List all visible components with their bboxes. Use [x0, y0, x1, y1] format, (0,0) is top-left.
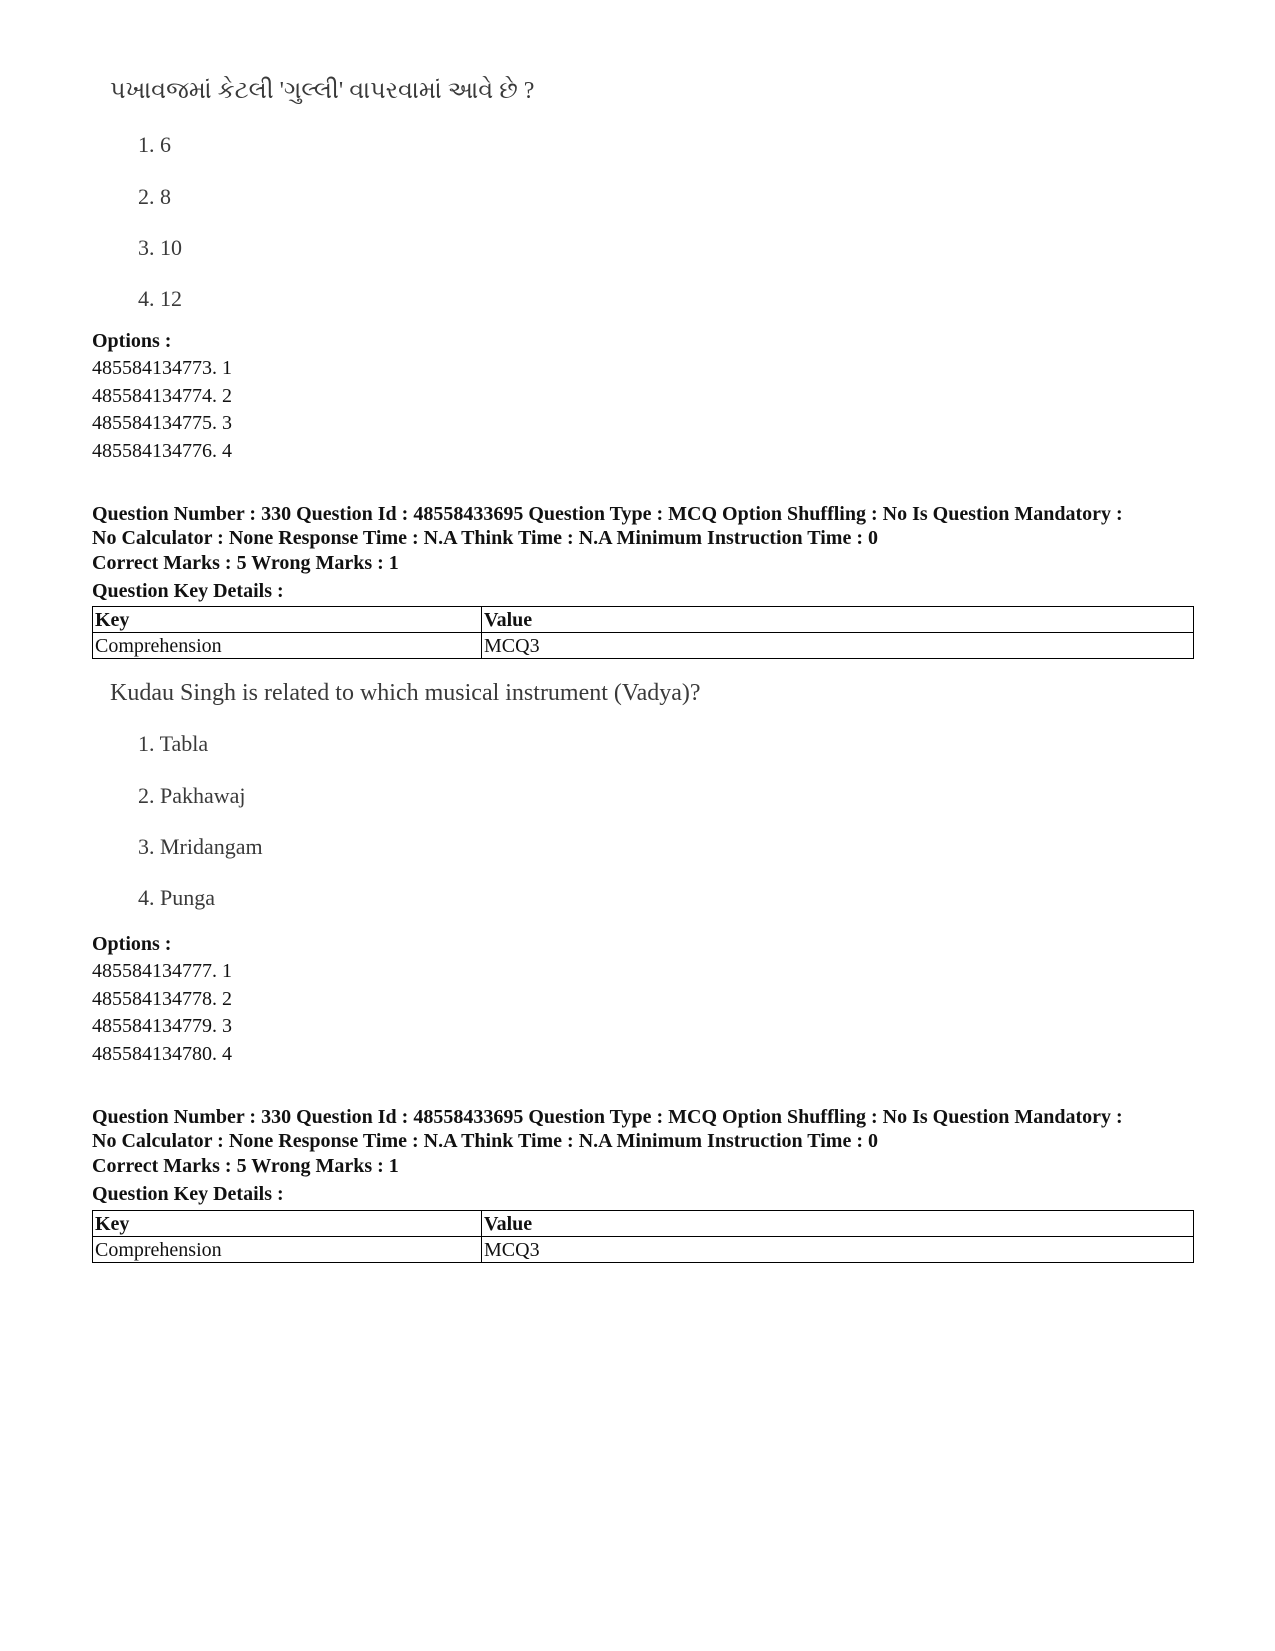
key-details-label: Question Key Details : [92, 580, 284, 602]
option-item: 485584134780. 4 [92, 1043, 232, 1065]
question-choice: 1. Tabla [138, 731, 209, 756]
key-details-table [92, 606, 1194, 659]
question-meta-line: Question Number : 330 Question Id : 48558433695 Question Type : MCQ Option Shuffling : No Is Question Mandatory : [92, 1106, 1123, 1128]
question-choice: 1. 6 [138, 132, 171, 157]
question-meta-line: No Calculator : None Response Time : N.A Think Time : N.A Minimum Instruction Time : 0 [92, 1130, 878, 1152]
table-header-cell: Key [93, 1211, 482, 1237]
option-item: 485584134775. 3 [92, 412, 232, 434]
question-text: પખાવજમાં કેટલી 'ગુલ્લી' વાપરવામાં આવે છે ? [110, 78, 535, 104]
key-details-table [92, 1210, 1194, 1263]
table-header-row [93, 607, 1194, 633]
option-item: 485584134777. 1 [92, 960, 232, 982]
question-choice: 2. Pakhawaj [138, 783, 246, 808]
question-meta-line: Question Number : 330 Question Id : 48558433695 Question Type : MCQ Option Shuffling : No Is Question Mandatory : [92, 503, 1123, 525]
table-header-cell: Key [93, 607, 482, 633]
table-header-cell: Value [482, 1211, 1194, 1237]
option-item: 485584134778. 2 [92, 988, 232, 1010]
options-label: Options : [92, 330, 172, 352]
table-header-cell: Value [482, 607, 1194, 633]
question-choice: 2. 8 [138, 184, 171, 209]
table-row [93, 633, 1194, 659]
table-cell: MCQ3 [482, 1237, 1194, 1263]
question-choice: 4. 12 [138, 286, 182, 311]
option-item: 485584134774. 2 [92, 385, 232, 407]
question-meta [92, 502, 1212, 550]
marks-line: Correct Marks : 5 Wrong Marks : 1 [92, 552, 399, 574]
table-row [93, 1237, 1194, 1263]
table-header-row [93, 1211, 1194, 1237]
question-meta [92, 1105, 1212, 1153]
question-choice: 3. 10 [138, 235, 182, 260]
question-text: Kudau Singh is related to which musical instrument (Vadya)? [110, 680, 701, 706]
option-item: 485584134776. 4 [92, 440, 232, 462]
table-cell: MCQ3 [482, 633, 1194, 659]
option-item: 485584134779. 3 [92, 1015, 232, 1037]
option-item: 485584134773. 1 [92, 357, 232, 379]
question-choice: 4. Punga [138, 885, 215, 910]
table-cell: Comprehension [93, 1237, 482, 1263]
question-meta-line: No Calculator : None Response Time : N.A Think Time : N.A Minimum Instruction Time : 0 [92, 527, 878, 549]
table-cell: Comprehension [93, 633, 482, 659]
key-details-label: Question Key Details : [92, 1183, 284, 1205]
marks-line: Correct Marks : 5 Wrong Marks : 1 [92, 1155, 399, 1177]
question-choice: 3. Mridangam [138, 834, 263, 859]
options-label: Options : [92, 933, 172, 955]
